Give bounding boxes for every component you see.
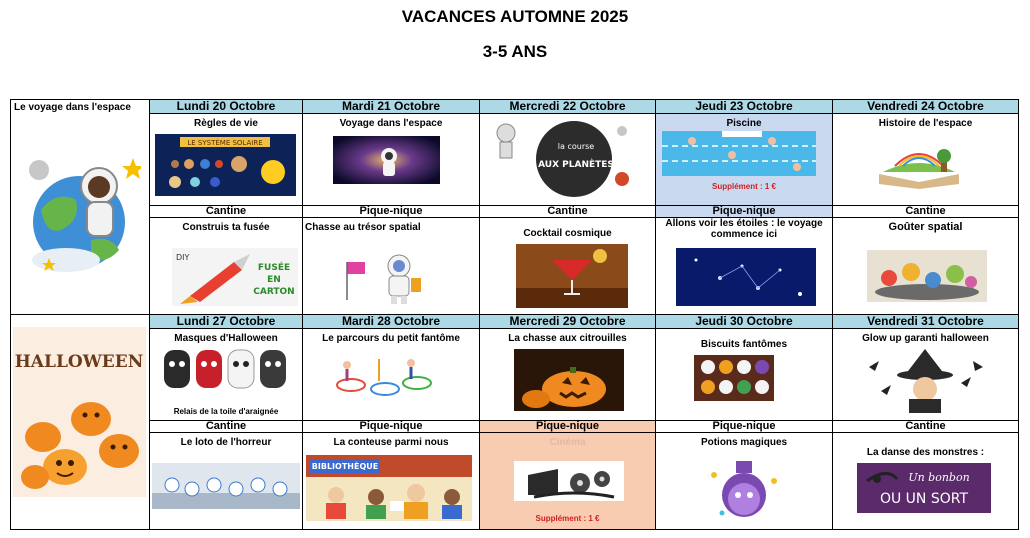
activity-title: La chasse aux citrouilles [508,333,627,344]
lunch-cell: Cantine [833,421,1019,433]
activity-cell [303,433,480,530]
astronaut-earth-illustration [21,150,141,280]
trick-or-treat-image [857,463,991,513]
activity-title: Cocktail cosmique [523,228,612,239]
activity-cell [480,329,656,421]
astronaut-galaxy-image [333,136,440,184]
activity-cell [480,114,656,206]
storybook-image [875,144,963,189]
pumpkin-hunt-image [514,349,624,411]
horror-bingo-image [152,463,300,509]
day-header: Jeudi 30 Octobre [656,315,833,329]
theme-label: Le voyage dans l'espace [14,102,131,113]
magic-potion-image [702,455,786,521]
lunch-cell: Cantine [480,206,656,218]
library-storyteller-image [306,455,472,521]
activity-title: Allons voir les étoiles : le voyage commence ici [665,218,823,240]
activity-title: Le parcours du petit fantôme [322,333,460,344]
starry-sky-image [676,248,816,306]
solar-system-image-text: LE SYSTÈME SOLAIRE [187,139,263,147]
planet-race-text-1: la course [557,142,595,151]
activity-cell [150,218,303,315]
activity-subnote: Relais de la toile d'araignée [173,407,279,416]
witch-girl-image [861,347,991,413]
trick-or-treat-text-2: OU UN SORT [879,491,969,507]
day-header: Jeudi 23 Octobre [656,100,833,114]
diy-rocket-text-4: CARTON [253,287,295,297]
activity-cell [656,433,833,530]
planning-table [10,99,1019,530]
supplement-note: Supplément : 1 € [535,514,600,523]
halloween-text: HALLOWEEN [14,352,144,372]
library-sign-text: BIBLIOTHÈQUE [311,462,379,471]
lunch-cell: Pique-nique [303,206,480,218]
activity-title: Construis ta fusée [182,222,270,233]
halloween-masks-image [162,346,290,392]
trick-or-treat-text-1: Un bonbon [908,471,970,484]
space-snack-image [867,250,987,302]
planet-race-image [494,117,646,197]
lunch-cell: Pique-nique [480,421,656,433]
lunch-cell: Pique-nique [303,421,480,433]
diy-rocket-text-1: DIY [176,253,190,262]
activity-cell [303,114,480,206]
activity-cell [303,329,480,421]
activity-cell [833,218,1019,315]
activity-cell [656,218,833,315]
diy-rocket-image [172,248,298,306]
cosmic-cocktail-image [516,244,628,308]
activity-cell [833,433,1019,530]
activity-cell [303,218,480,315]
supplement-note: Supplément : 1 € [711,182,776,191]
planet-race-text-2: AUX PLANÈTES [538,160,614,170]
lunch-cell: Cantine [150,206,303,218]
day-header: Vendredi 24 Octobre [833,100,1019,114]
ghost-biscuits-image [694,355,774,401]
day-header: Mercredi 29 Octobre [480,315,656,329]
activity-title: Goûter spatial [888,221,963,233]
lunch-cell: Pique-nique [656,421,833,433]
day-header: Mardi 21 Octobre [303,100,480,114]
activity-cell [833,114,1019,206]
day-header: Lundi 20 Octobre [150,100,303,114]
activity-cell [480,218,656,315]
activity-title: Potions magiques [700,437,788,448]
activity-title: Voyage dans l'espace [339,118,443,129]
activity-title: Histoire de l'espace [878,118,973,129]
activity-cell [656,329,833,421]
day-header: Mardi 28 Octobre [303,315,480,329]
activity-title: Cinéma [549,437,586,448]
age-group-subtitle: 3-5 ANS [482,42,548,61]
day-header: Vendredi 31 Octobre [833,315,1019,329]
activity-cell [150,114,303,206]
solar-system-image [155,134,296,196]
lunch-cell: Cantine [150,421,303,433]
lunch-cell: Cantine [833,206,1019,218]
diy-rocket-text-3: EN [267,275,281,285]
treasure-hunt-astronaut-image [339,248,441,306]
activity-title: Masques d'Halloween [174,333,278,344]
cinema-clapper-image [514,461,624,501]
day-header: Lundi 27 Octobre [150,315,303,329]
activity-title: Le loto de l'horreur [180,437,272,448]
activity-title: Biscuits fantômes [700,339,788,350]
activity-title: Règles de vie [194,118,258,129]
obstacle-course-image [325,355,437,399]
swimming-pool-image [662,131,816,176]
lunch-cell: Pique-nique [656,206,833,218]
day-header: Mercredi 22 Octobre [480,100,656,114]
activity-title: La conteuse parmi nous [333,437,449,448]
activity-cell [833,329,1019,421]
activity-cell-swimming [656,114,833,206]
diy-rocket-text-2: FUSÉE [257,263,291,273]
activity-title: Chasse au trésor spatial [305,222,421,233]
halloween-pumpkins-illustration [13,327,146,497]
activity-title: La danse des monstres : [866,447,985,458]
activity-cell [150,433,303,530]
activity-cell-cinema [480,433,656,530]
theme-cell-space [11,100,150,315]
activity-title: Glow up garanti halloween [862,333,989,344]
theme-cell-halloween [11,315,150,530]
page-title: VACANCES AUTOMNE 2025 [401,7,629,26]
activity-cell [150,329,303,421]
activity-title: Piscine [726,118,762,129]
